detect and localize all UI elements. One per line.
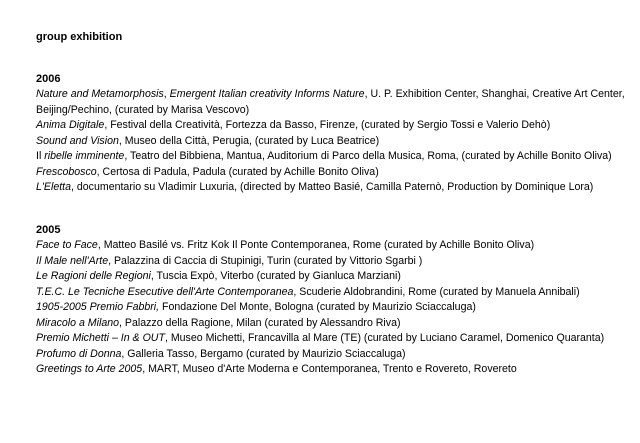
exhibition-title: Frescobosco: [36, 165, 97, 178]
exhibition-details: , Matteo Basilé vs. Fritz Kok Il Ponte Contemporanea, Rome (curated by Achille Bonito Oliva): [97, 239, 535, 251]
exhibition-details: , Museo Michetti, Francavilla al Mare (TE) (curated by Luciano Caramel, Domenico Quaranta): [164, 332, 605, 344]
exhibition-details: , Palazzo della Ragione, Milan (curated by Alessandro Riva): [119, 316, 401, 329]
exhibition-details: Fondazione Del Monte, Bologna (curated by Maurizio Sciaccaluga): [159, 301, 476, 313]
exhibition-separator: ,: [163, 88, 170, 100]
exhibition-details: , Galleria Tasso, Bergamo (curated by Maurizio Sciaccaluga): [121, 347, 406, 360]
exhibition-title: T.E.C. Le Tecniche Esecutive dell'Arte Contemporanea: [36, 285, 294, 298]
year-section-2005: [36, 223, 626, 378]
exhibition-entry: [36, 118, 626, 134]
exhibition-details: , documentario su Vladimir Luxuria, (directed by Matteo Basié, Camilla Paternò, Production by Dominique Lora): [71, 181, 594, 193]
exhibition-entry: [36, 238, 626, 254]
exhibition-details: , Tuscia Expò, Viterbo (curated by Gianluca Marziani): [150, 270, 401, 282]
exhibition-title: Anima Digitale: [36, 119, 105, 131]
year-heading: 2005: [36, 224, 61, 236]
exhibition-title: Nature and Metamorphosis: [36, 88, 164, 100]
exhibition-entry: [36, 331, 626, 347]
exhibition-title: Le Ragioni delle Regioni: [36, 270, 151, 282]
exhibition-lead: Il: [36, 150, 45, 162]
exhibition-subtitle: Emergent Italian creativity Informs Nature: [169, 88, 365, 100]
exhibition-details: , U. P. Exhibition Center, Shanghai, Creative Art Center, Beijing/Pechino, (curated by Marisa Vescovo): [36, 88, 625, 116]
exhibition-title: Miracolo a Milano: [36, 316, 120, 329]
exhibition-entry: [36, 254, 626, 270]
exhibition-details: , Certosa di Padula, Padula (curated by Achille Bonito Oliva): [96, 165, 379, 178]
exhibition-details: , MART, Museo d'Arte Moderna e Contemporanea, Trento e Rovereto, Rovereto: [142, 363, 517, 375]
exhibition-entry: [36, 316, 626, 332]
exhibition-entry: [36, 87, 626, 118]
exhibition-details: , Scuderie Aldobrandini, Rome (curated by Manuela Annibali): [293, 285, 580, 298]
exhibition-title: L'Eletta: [36, 181, 72, 193]
exhibition-entry: [36, 134, 626, 150]
exhibition-details: , Festival della Creatività, Fortezza da Basso, Firenze, (curated by Sergio Tossi e Valerio Dehò): [104, 119, 551, 131]
exhibition-details: , Teatro del Bibbiena, Mantua, Auditorium di Parco della Musica, Roma, (curated by Achille Bonito Oliva): [124, 150, 612, 162]
exhibition-title: Face to Face: [36, 239, 98, 251]
exhibition-entry: [36, 300, 626, 316]
exhibition-entry: [36, 347, 626, 363]
exhibition-entry: [36, 362, 626, 378]
exhibition-details: , Palazzina di Caccia di Stupinigi, Turin (curated by Vittorio Sgarbi ): [108, 254, 423, 267]
exhibition-title: Il Male nell'Arte: [36, 254, 109, 267]
exhibition-entry: [36, 285, 626, 301]
section-heading: group exhibition: [36, 31, 123, 43]
exhibition-details: , Museo della Città, Perugia, (curated by Luca Beatrice): [118, 134, 380, 147]
exhibition-entry: [36, 165, 626, 181]
exhibition-title: ribelle imminente: [44, 150, 125, 162]
exhibition-title: Profumo di Donna: [36, 347, 122, 360]
exhibition-title: 1905-2005 Premio Fabbri,: [36, 301, 160, 313]
exhibition-entry: [36, 149, 626, 165]
year-heading: 2006: [36, 73, 61, 85]
exhibition-title: Sound and Vision: [36, 134, 119, 147]
exhibition-entry: [36, 269, 626, 285]
exhibition-title: Premio Michetti – In & OUT: [36, 332, 165, 344]
exhibition-title: Greetings to Arte 2005: [36, 363, 143, 375]
year-section-2006: [36, 72, 626, 196]
exhibition-entry: [36, 180, 626, 196]
